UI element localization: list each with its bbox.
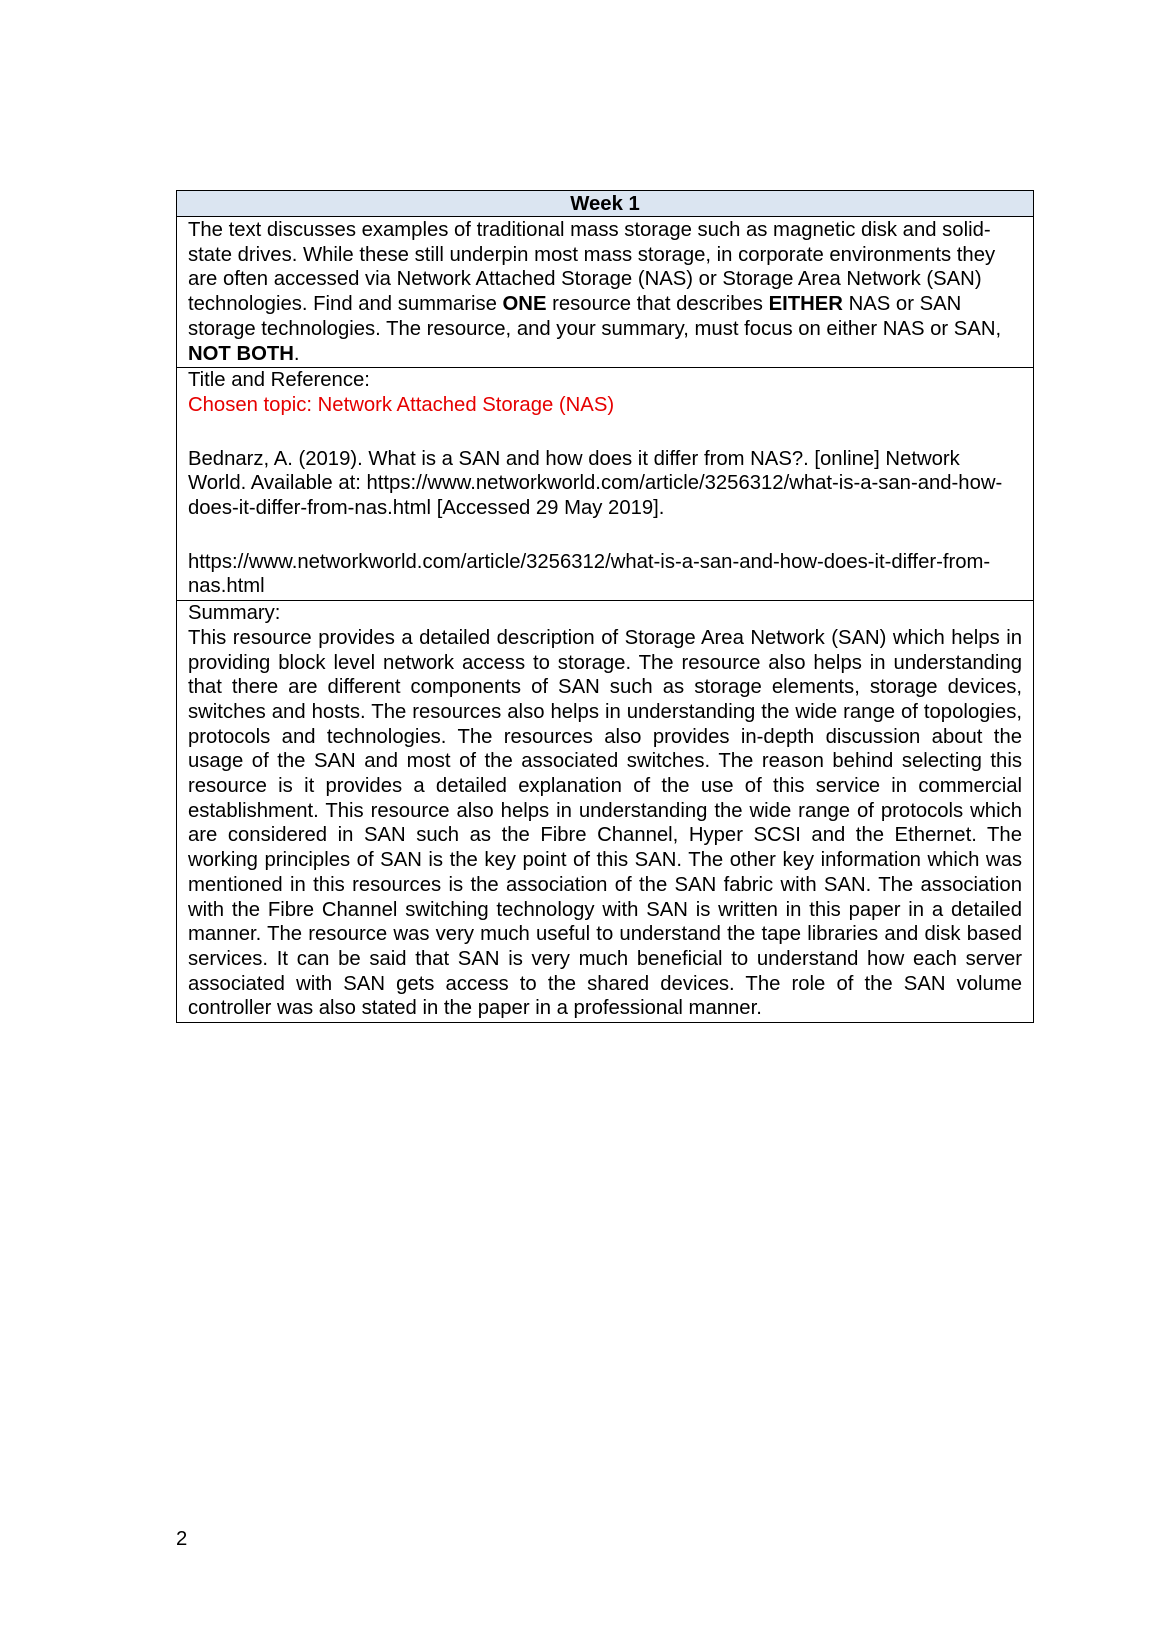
citation: Bednarz, A. (2019). What is a SAN and how does it differ from NAS?. [online] Network World. Available at: https://www.networkworld.com/article/3256312/what-is-a-san-and-how-does-it-differ-from-nas.html [Accessed 29 May 2019]. xyxy=(188,447,1003,520)
prompt-text-4: . xyxy=(293,342,300,365)
spacer xyxy=(188,521,1022,550)
prompt-text-2: resource that describes xyxy=(546,293,769,316)
prompt-text-3: NAS or SAN storage technologies. The resource, and your summary, must focus on either NAS or SAN, xyxy=(188,293,1002,340)
chosen-topic: Chosen topic: Network Attached Storage (NAS) xyxy=(188,393,615,416)
prompt-text-1: The text discusses examples of traditional mass storage such as magnetic disk and solid-state drives. While these still underpin most mass storage, in corporate environments they are often accessed via Network Attached Storage (NAS) or Storage Area Network (SAN) technologies. Find and summarise xyxy=(188,219,996,316)
spacer xyxy=(188,418,1022,447)
reference-cell xyxy=(177,368,1034,601)
summary-cell xyxy=(177,601,1034,1023)
prompt-bold-one: ONE xyxy=(502,293,547,316)
week-table xyxy=(176,190,1034,1023)
summary-text: This resource provides a detailed description of Storage Area Network (SAN) which helps in providing block level network access to storage. The resource also helps in understanding that there are different components of SAN such as storage elements, storage devices, switches and hosts. The resources also helps in understanding the wide range of topologies, protocols and technologies. The resources also provides in-depth discussion about the usage of the SAN and most of the associated switches. The reason behind selecting this resource is it provides a detailed explanation of the use of this service in commercial establishment. This resource also helps in understanding the wide range of protocols which are considered in SAN such as the Fibre Channel, Hyper SCSI and the Ethernet. The working principles of SAN is the key point of this SAN. The other key information which was mentioned in this resources is the association of the SAN fabric with SAN. The association with the Fibre Channel switching technology with SAN is written in this paper in a detailed manner. The resource was very much useful to understand the tape libraries and disk based services. It can be said that SAN is very much beneficial to understand how each server associated with SAN gets access to the shared devices. The role of the SAN volume controller was also stated in the paper in a professional manner. xyxy=(188,626,1022,1020)
resource-url: https://www.networkworld.com/article/3256312/what-is-a-san-and-how-does-it-differ-from-nas.html xyxy=(188,550,991,598)
reference-label: Title and Reference: xyxy=(188,369,370,392)
summary-label: Summary: xyxy=(188,602,281,625)
table-header-week: Week 1 xyxy=(177,191,1034,217)
prompt-bold-not-both: NOT BOTH xyxy=(188,342,294,365)
page-number: 2 xyxy=(176,1528,188,1550)
assignment-prompt xyxy=(177,217,1034,368)
prompt-bold-either: EITHER xyxy=(768,293,843,316)
